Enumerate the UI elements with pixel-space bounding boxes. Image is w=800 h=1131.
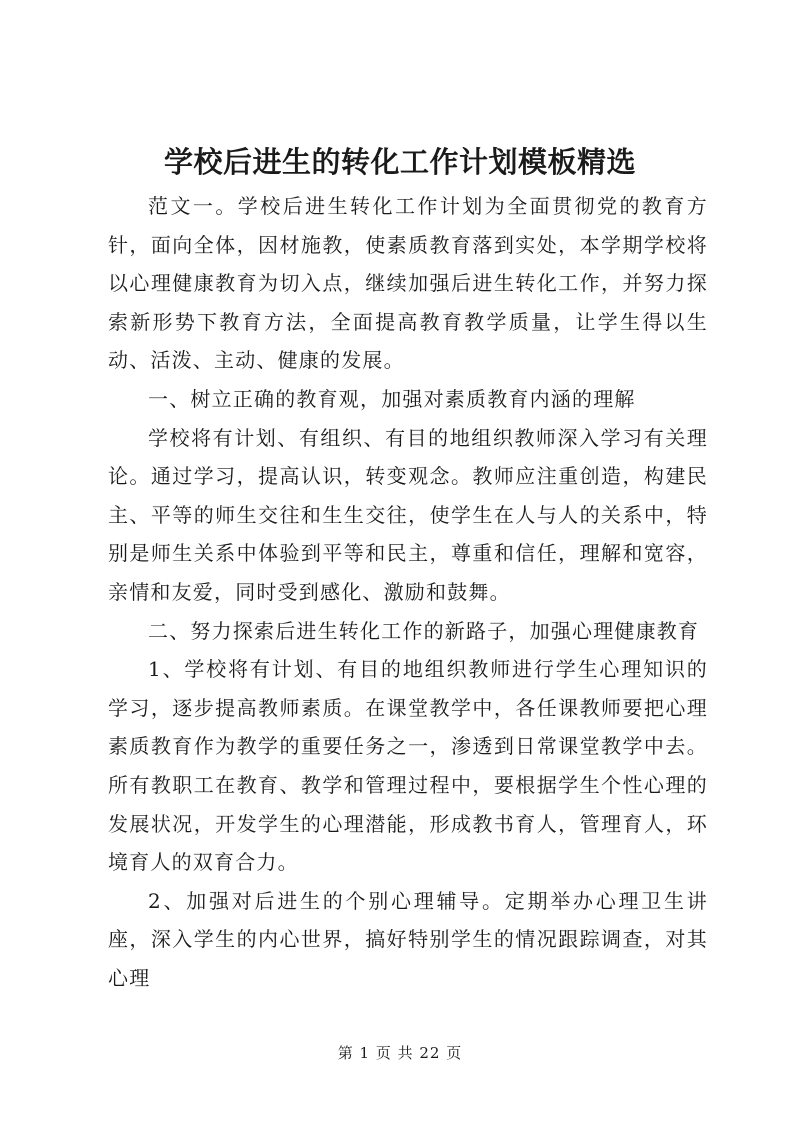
paragraph-item-1: 1、学校将有计划、有目的地组织教师进行学生心理知识的学习，逐步提高教师素质。在课堂教学中，各任课教师要把心理素质教育作为教学的重要任务之一，渗透到日常课堂教学中去。所有教职工在教育、教学和管理过程中，要根据学生个性心理的发展状况，开发学生的心理潜能，形成教书育人，管理育人，环境育人的双育合力。 xyxy=(108,657,708,875)
section-heading-2: 二、努力探索后进生转化工作的新路子，加强心理健康教育 xyxy=(148,618,700,643)
paragraph-section-1: 学校将有计划、有组织、有目的地组织教师深入学习有关理论。通过学习，提高认识，转变观念。教师应注重创造，构建民主、平等的师生交往和生生交往，使学生在人与人的关系中，特别是师生关系中体验到平等和民主，尊重和信任，理解和宽容，亲情和友爱，同时受到感化、激励和鼓舞。 xyxy=(108,425,708,604)
paragraph-intro: 范文一。学校后进生转化工作计划为全面贯彻党的教育方针，面向全体，因材施教，使素质教育落到实处，本学期学校将以心理健康教育为切入点，继续加强后进生转化工作，并努力探索新形势下教育方法，全面提高教育教学质量，让学生得以生动、活泼、主动、健康的发展。 xyxy=(108,194,708,373)
document-title: 学校后进生的转化工作计划模板精选 xyxy=(163,145,636,179)
section-heading-1: 一、树立正确的教育观，加强对素质教育内涵的理解 xyxy=(148,386,636,411)
document-body xyxy=(108,187,708,997)
paragraph-item-2: 2、加强对后进生的个别心理辅导。定期举办心理卫生讲座，深入学生的内心世界，搞好特别学生的情况跟踪调查，对其心理 xyxy=(108,888,708,990)
page-indicator: 第 1 页 共 22 页 xyxy=(337,1044,463,1062)
